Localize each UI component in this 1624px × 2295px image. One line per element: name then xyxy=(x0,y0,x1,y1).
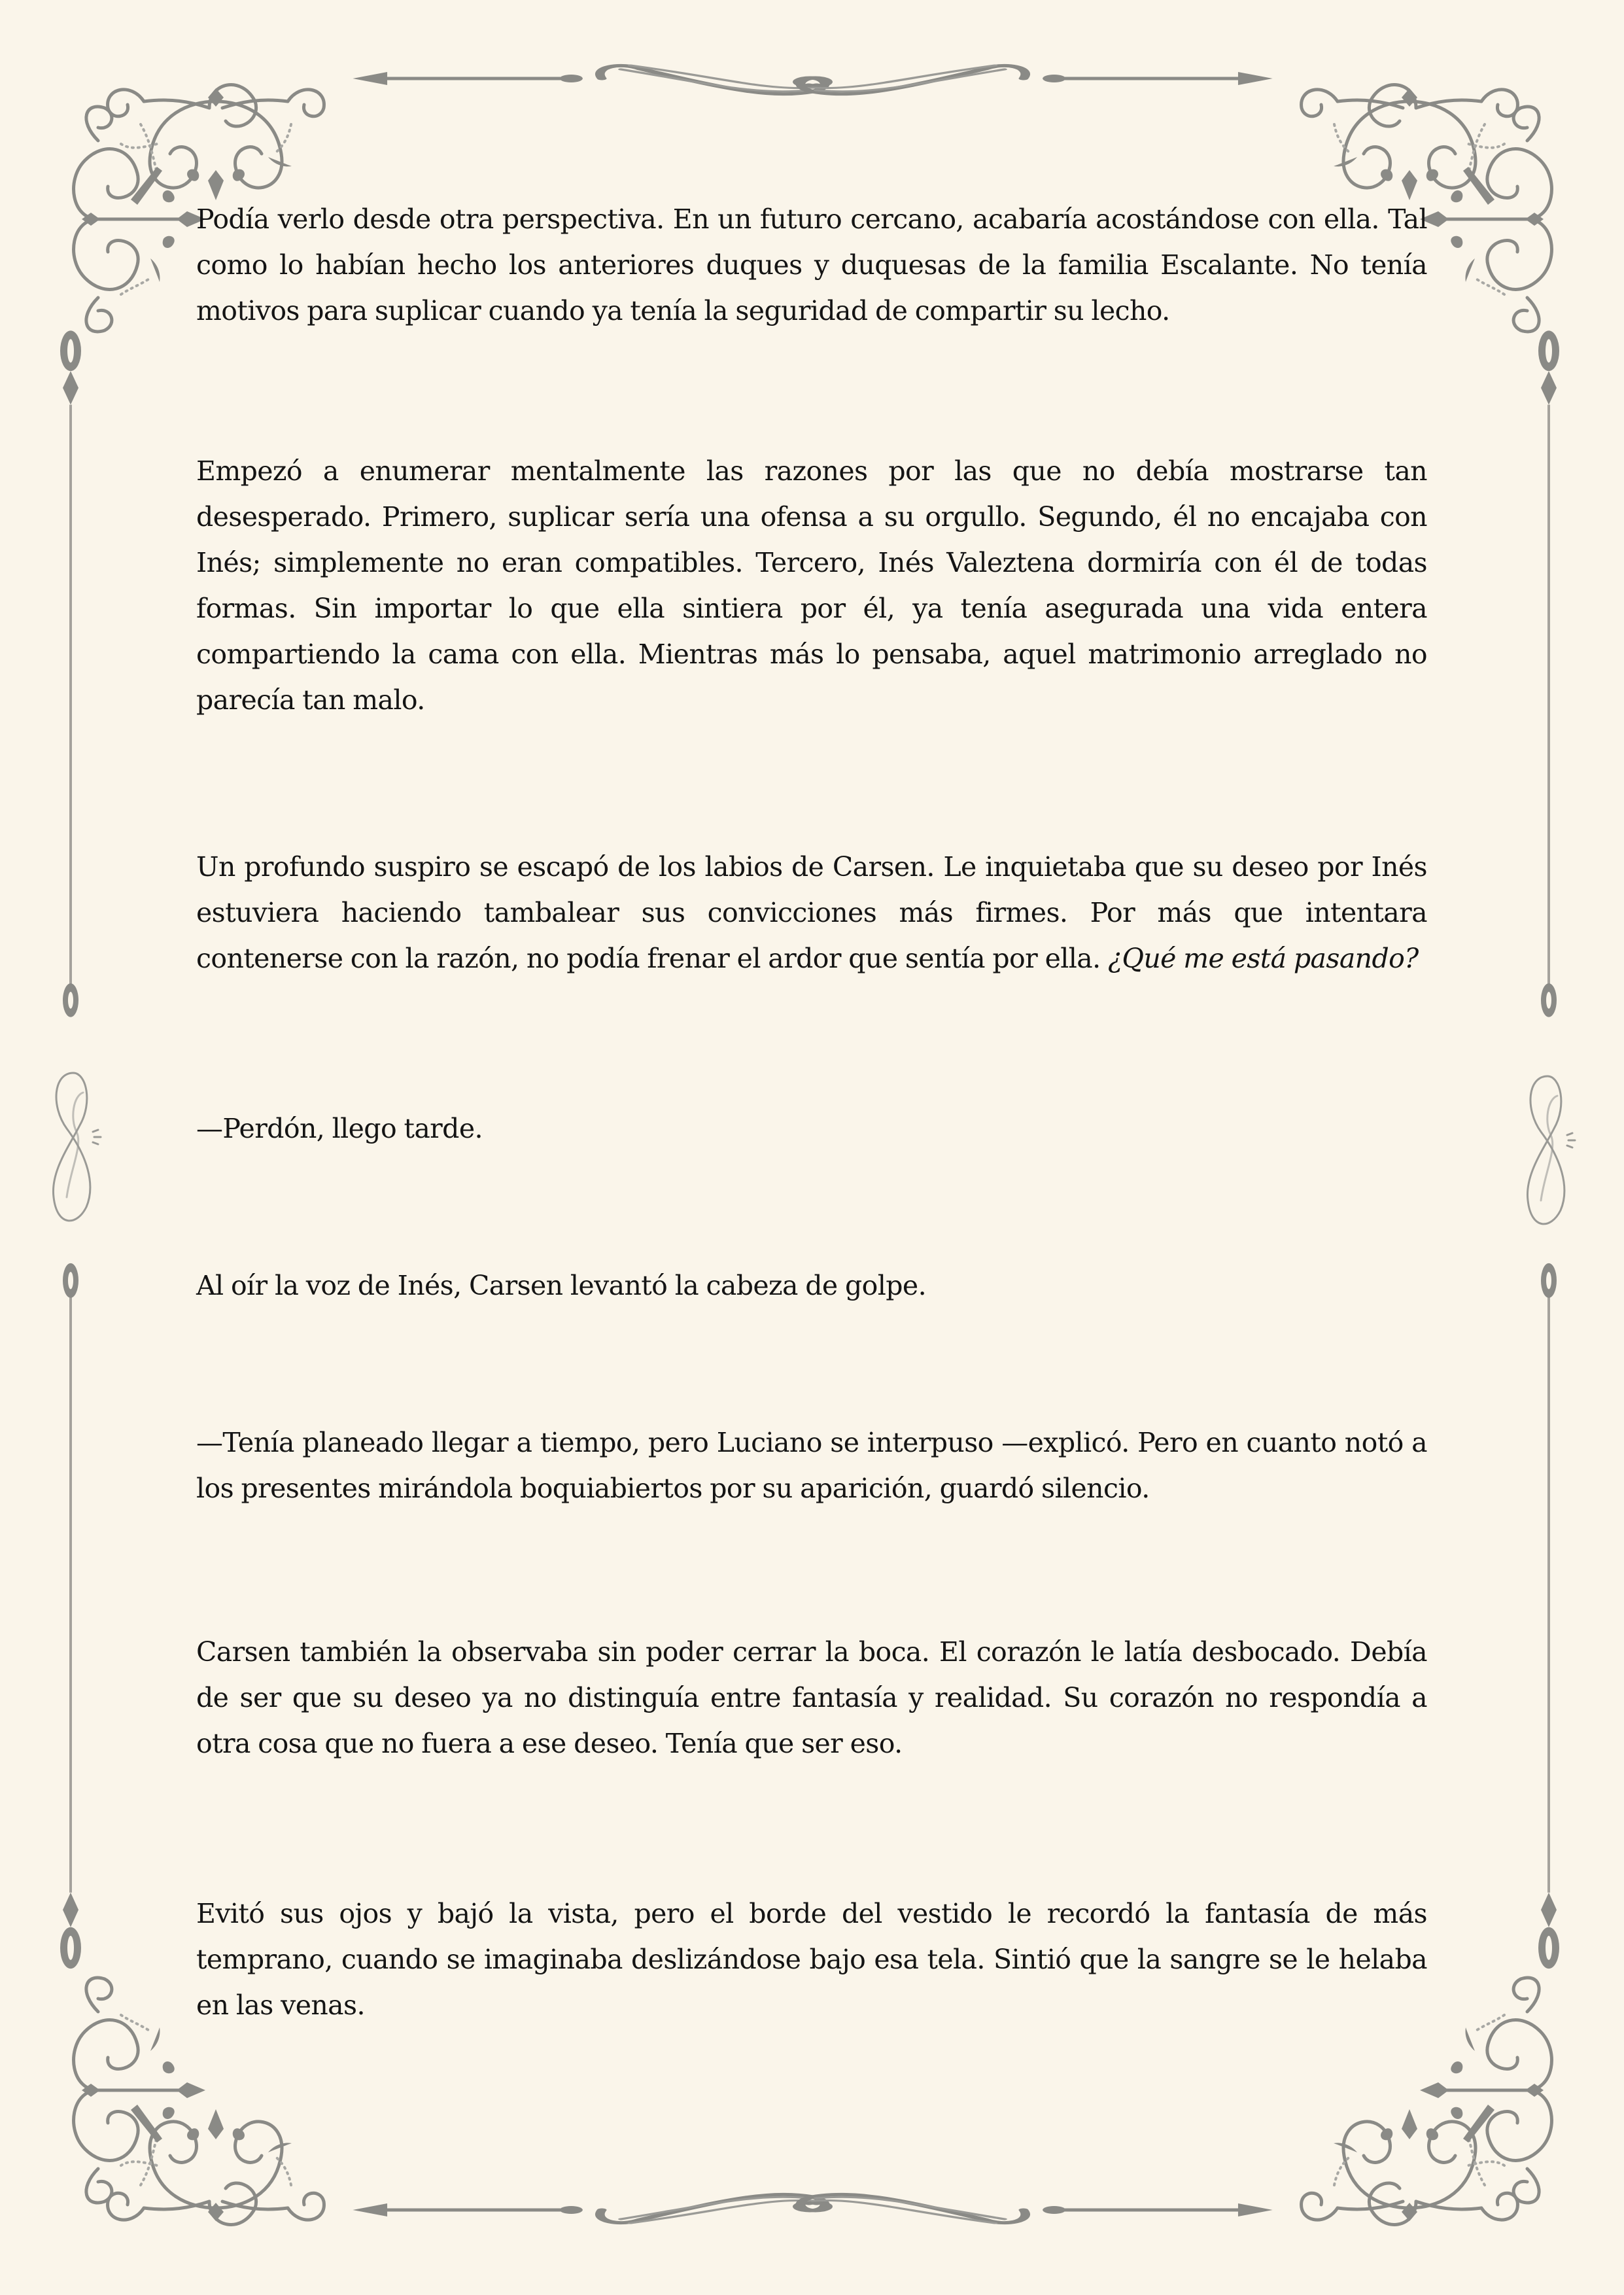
paragraph-1: Podía verlo desde otra perspectiva. En un futuro cercano, acabaría acostándose con ella. Tal como lo habían hecho los anteriores duques y duquesas de la familia Escalante. No tenía motivos para suplicar cuando ya tenía la seguridad de compartir su lecho. xyxy=(196,203,1427,326)
infinity-knot-right xyxy=(1521,1070,1580,1233)
scroll-divider-bottom xyxy=(334,2190,1292,2230)
inner-thought: ¿Qué me está pasando? xyxy=(1107,943,1419,974)
paragraph-8: Evitó sus ojos y bajó la vista, pero el borde del vestido le recordó la fantasía de más temprano, cuando se imaginaba deslizándose bajo esa tela. Sintió que la sangre se le helaba en las venas. xyxy=(196,1898,1427,2021)
rod-left-upper xyxy=(58,321,84,1027)
paragraph-4-dialogue: —Perdón, llego tarde. xyxy=(196,1113,483,1144)
paragraph-7: Carsen también la observaba sin poder cerrar la boca. El corazón le latía desbocado. Debía de ser que su deseo ya no distinguía entre fantasía y realidad. Su corazón no respondía a otra cosa que no fuera a ese deseo. Tenía que ser eso. xyxy=(196,1636,1427,1759)
paragraph-6-dialogue: —Tenía planeado llegar a tiempo, pero Luciano se interpuso —explicó. Pero en cuanto notó a los presentes mirándola boquiabiertos por su aparición, guardó silencio. xyxy=(196,1427,1427,1504)
rod-right-upper xyxy=(1536,321,1562,1027)
rod-left-lower xyxy=(58,1253,84,1979)
paragraph-5: Al oír la voz de Inés, Carsen levantó la cabeza de golpe. xyxy=(196,1270,927,1301)
scroll-divider-top xyxy=(334,59,1292,98)
infinity-knot-left xyxy=(47,1066,106,1230)
rod-right-lower xyxy=(1536,1253,1562,1979)
paragraph-3-text: Un profundo suspiro se escapó de los labios de Carsen. Le inquietaba que su deseo por Inés estuviera haciendo tambalear sus convicciones más firmes. Por más que intentara contenerse con la razón, no podía frenar el ardor que sentía por ella. xyxy=(196,851,1427,974)
paragraph-2: Empezó a enumerar mentalmente las razones por las que no debía mostrarse tan desesperado. Primero, suplicar sería una ofensa a su orgullo. Segundo, él no encajaba con Inés; simplemente no eran compatibles. Tercero, Inés Valeztena dormiría con él de todas formas. Sin importar lo que ella sintiera por él, ya tenía asegurada una vida entera compartiendo la cama con ella. Mientras más lo pensaba, aquel matrimonio arreglado no parecía tan malo. xyxy=(196,455,1427,716)
paragraph-3 xyxy=(196,844,1427,981)
